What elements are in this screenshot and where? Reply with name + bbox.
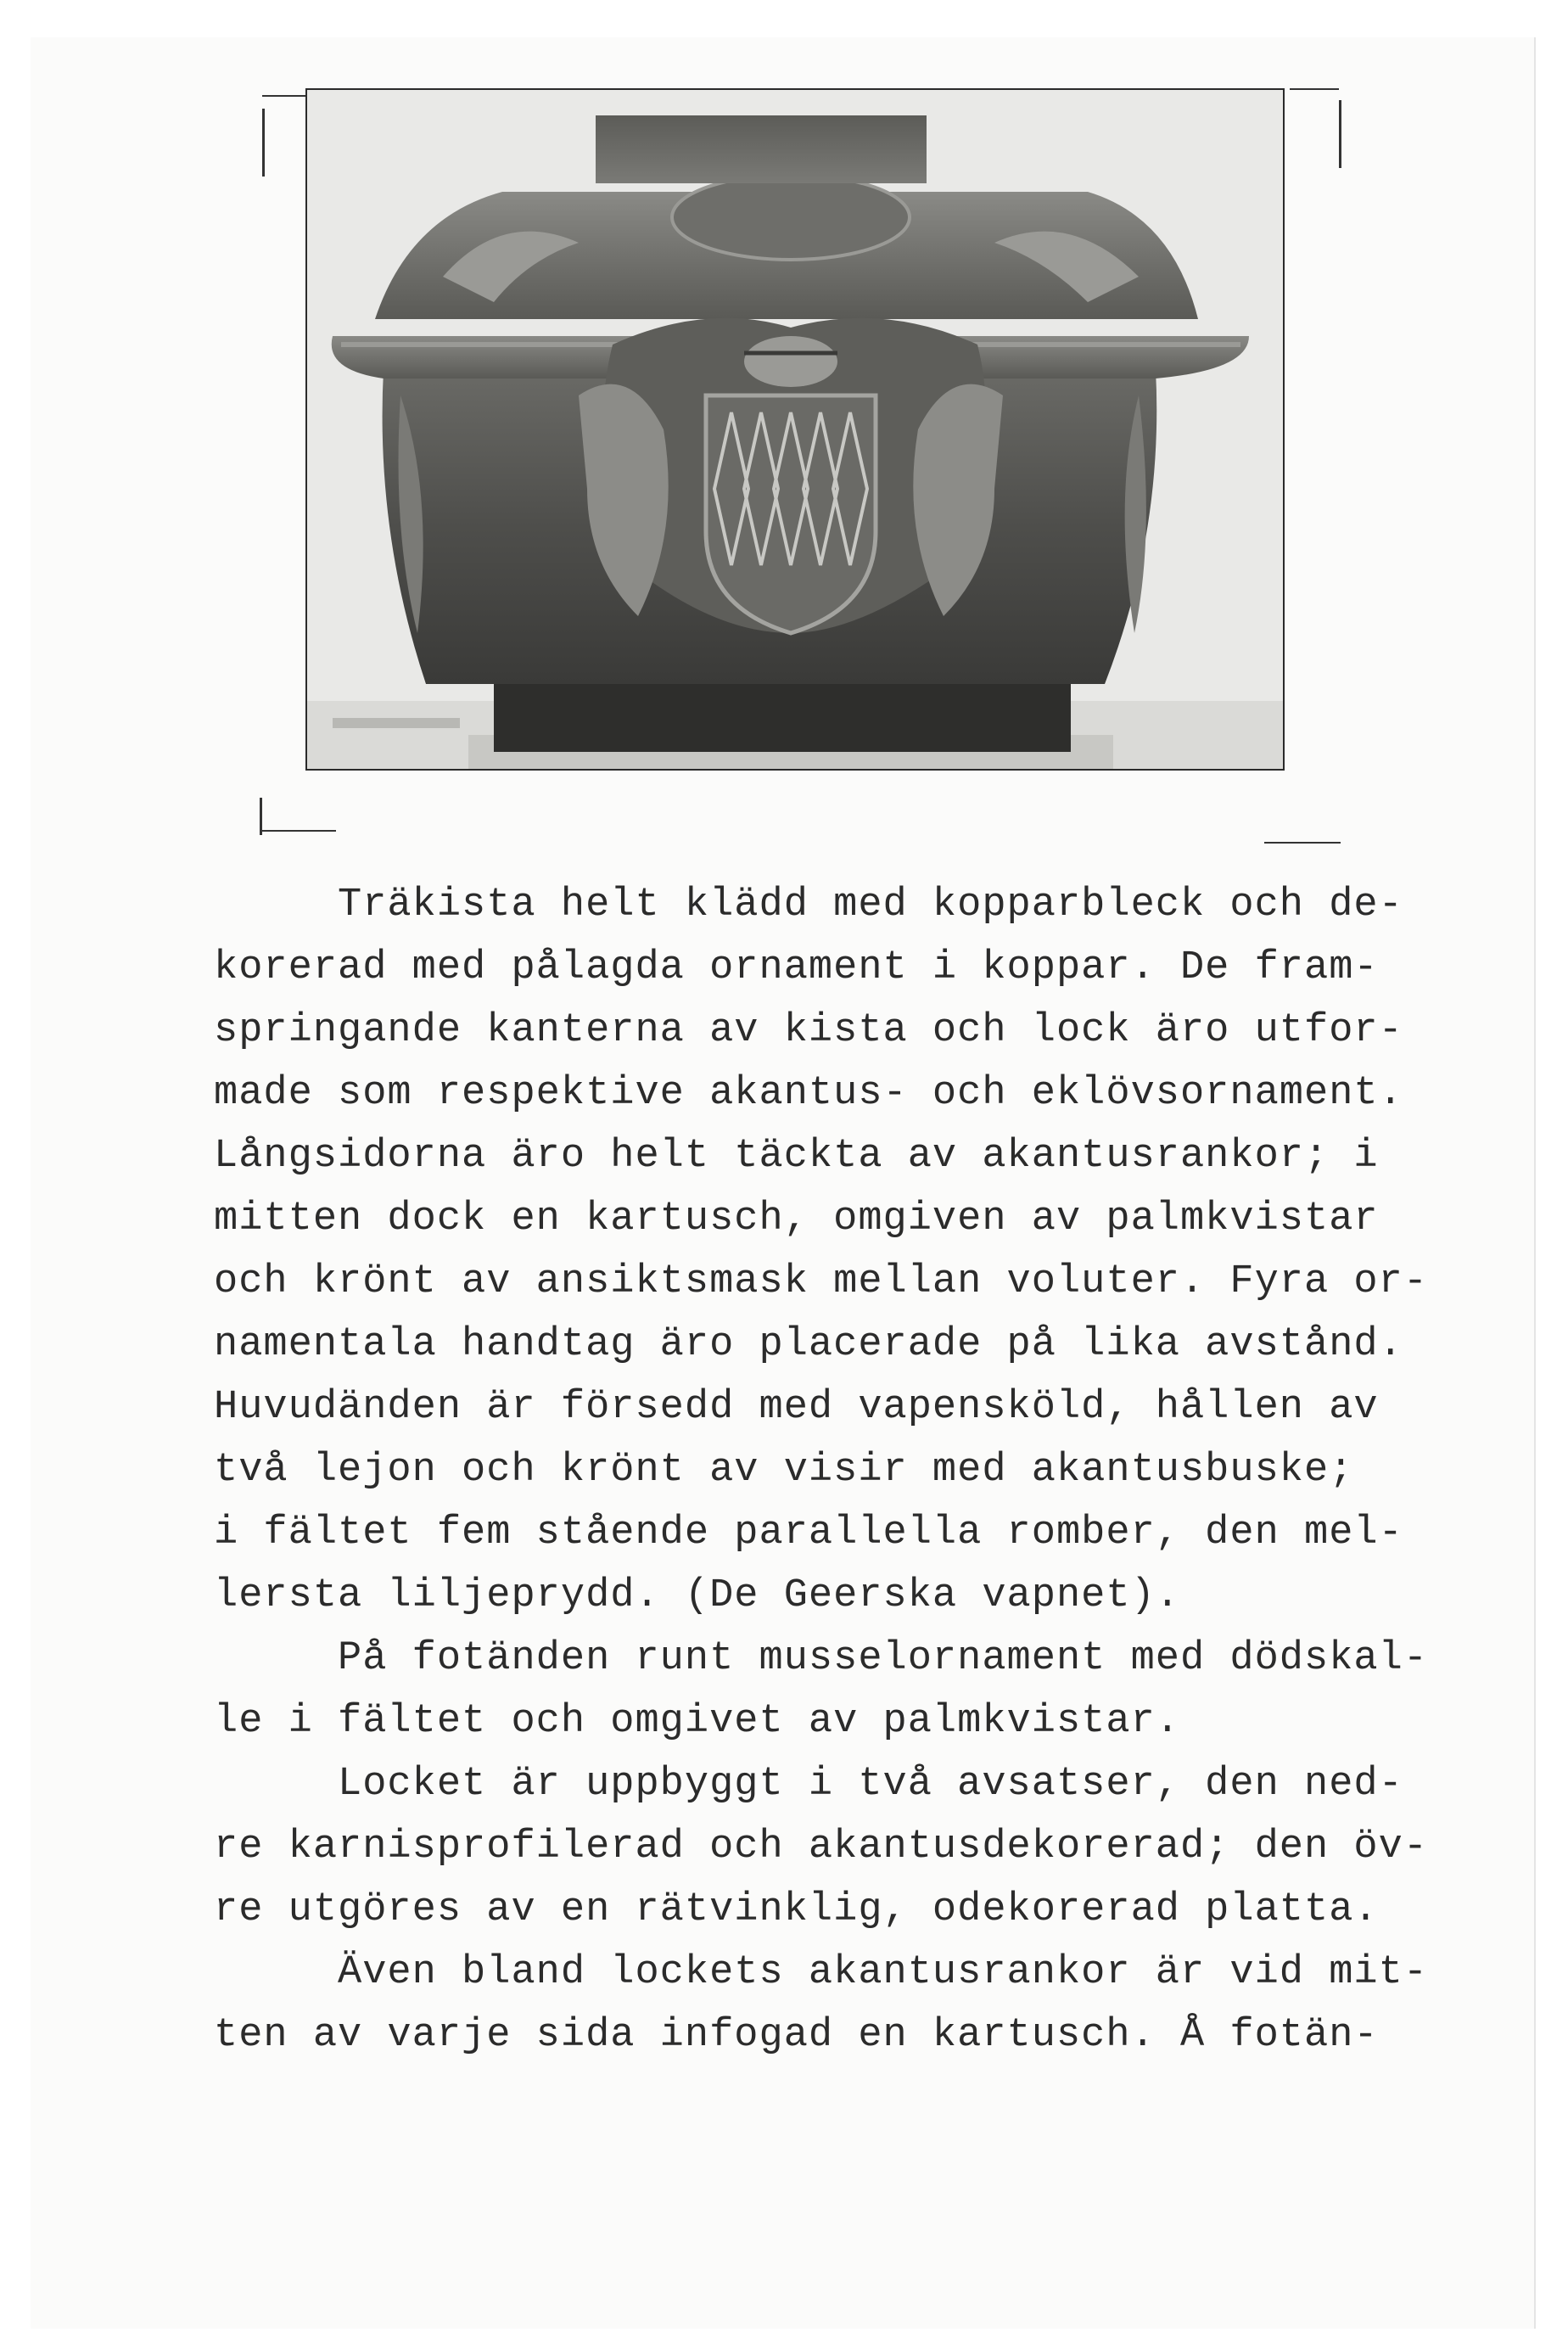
- text-line: namentala handtag äro placerade på lika avstånd.: [214, 1322, 1403, 1367]
- text-line: På fotänden runt musselornament med dödskal-: [214, 1636, 1429, 1681]
- text-line: Även bland lockets akantusrankor är vid mit-: [214, 1950, 1429, 1995]
- text-line: korerad med pålagda ornament i koppar. De fram-: [214, 945, 1379, 990]
- chest-illustration: [307, 90, 1283, 769]
- text-line: springande kanterna av kista och lock äro utfor-: [214, 1008, 1403, 1053]
- crop-mark-top-right-vertical: [1339, 100, 1341, 168]
- text-line: lersta liljeprydd. (De Geerska vapnet).: [214, 1573, 1180, 1618]
- text-line: och krönt av ansiktsmask mellan voluter. Fyra or-: [214, 1259, 1429, 1304]
- crop-mark-top-left-vertical: [262, 109, 265, 177]
- crop-mark-bottom-left-horizontal: [260, 830, 336, 832]
- text-line: le i fältet och omgivet av palmkvistar.: [214, 1699, 1180, 1744]
- text-line: Huvudänden är försedd med vapensköld, hållen av: [214, 1385, 1379, 1430]
- text-line: Locket är uppbyggt i två avsatser, den ned-: [214, 1762, 1403, 1807]
- crop-mark-top-right-horizontal: [1290, 88, 1339, 90]
- chest-photograph: [305, 88, 1285, 771]
- text-line: re karnisprofilerad och akantusdekorerad; den öv-: [214, 1825, 1429, 1870]
- description-text: [214, 874, 1537, 2067]
- text-line: made som respektive akantus- och eklövsornament.: [214, 1071, 1403, 1116]
- text-line: mitten dock en kartusch, omgiven av palmkvistar: [214, 1197, 1379, 1242]
- crop-mark-bottom-right-horizontal: [1264, 842, 1341, 844]
- text-line: Långsidorna äro helt täckta av akantusrankor; i: [214, 1134, 1379, 1179]
- text-line: två lejon och krönt av visir med akantusbuske;: [214, 1448, 1354, 1493]
- text-line: re utgöres av en rätvinklig, odekorerad platta.: [214, 1887, 1379, 1932]
- text-line: ten av varje sida infogad en kartusch. Å fotän-: [214, 2013, 1379, 2058]
- text-line: Träkista helt klädd med kopparbleck och de-: [214, 883, 1403, 928]
- text-line: i fältet fem stående parallella romber, den mel-: [214, 1511, 1403, 1556]
